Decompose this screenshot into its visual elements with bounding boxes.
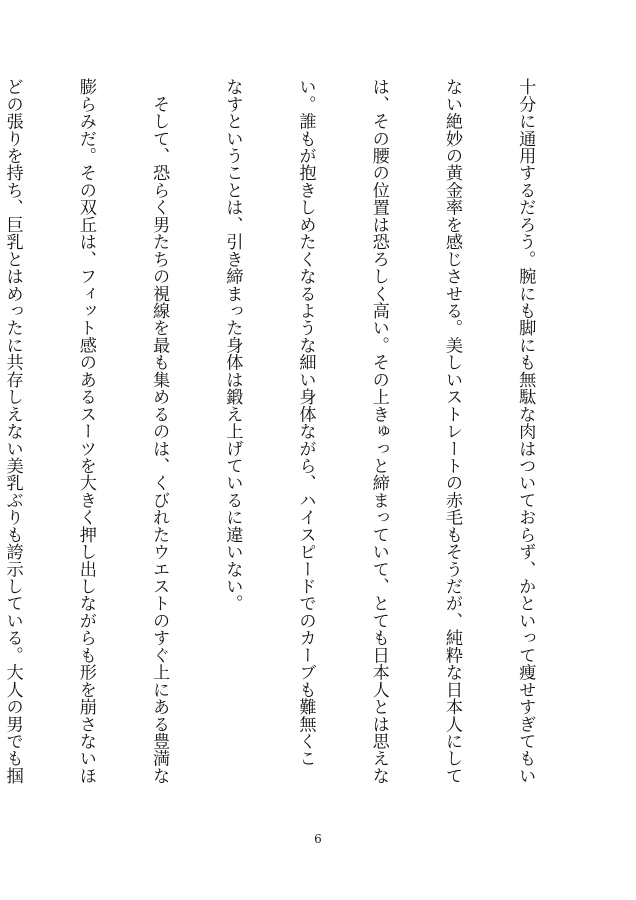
text-column: い。誰もが抱きしめたくなるような細い身体ながら、ハイスピードでのカーブも難無くこ xyxy=(295,78,316,767)
text-column: は、その腰の位置は恐ろしく高い。その上きゅっと締まっていて、とても日本人とは思えな xyxy=(368,78,389,785)
text-column: 膨らみだ。その双丘は、フィット感のあるスーツを大きく押し出しながらも形を崩さないほ xyxy=(75,78,96,785)
vertical-text-body xyxy=(2,78,586,788)
text-column: 十分に通用するだろう。腕にも脚にも無駄な肉はついておらず、かといって痩せすぎてもい xyxy=(515,78,536,785)
text-column: どの張りを持ち、巨乳とはめったに共存しえない美乳ぶりも誇示している。大人の男でも掴 xyxy=(2,78,23,785)
text-column: なすということは、引き締まった身体は鍛え上げているに違いない。 xyxy=(222,78,243,612)
text-column: そして、恐らく男たちの視線を最も集めるのは、くびれたウエストのすぐ上にある豊満な xyxy=(149,78,170,785)
page-number: 6 xyxy=(314,832,322,846)
text-column: ない絶妙の黄金率を感じさせる。美しいストレートの赤毛もそうだが、純粋な日本人にして xyxy=(441,78,462,785)
